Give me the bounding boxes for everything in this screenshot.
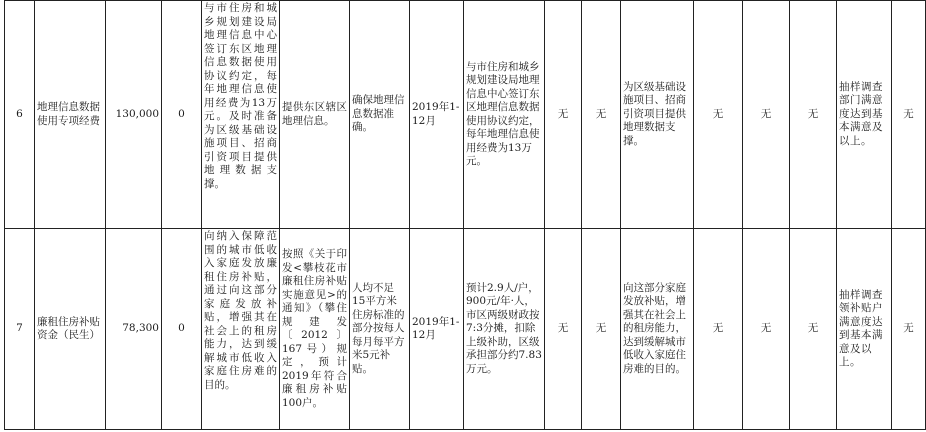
ecology-benefit-cell: 无 <box>743 1 790 229</box>
amount-cell: 130,000 <box>106 1 162 229</box>
time-cell: 2019年1-12月 <box>410 229 464 430</box>
quantity-cell: 人均不足15平方米住房标准的部分按每人每月每平方米5元补贴。 <box>350 229 410 430</box>
economic-benefit-cell: 无 <box>545 229 582 430</box>
satisfaction-cell: 抽样调查部门满意度达到基本满意及以上。 <box>837 1 892 229</box>
environment-benefit-cell: 无 <box>694 229 743 430</box>
cost-cell: 预计2.9人/户，900元/年·人，市区两级财政按7:3分摊，扣除上级补助，区级承担部分约7.83万元。 <box>464 229 545 430</box>
sustainability-cell: 无 <box>790 229 837 430</box>
impact-cell: 向这部分家庭发放补贴，增强其在社会上的租房能力，达到缓解城市低收入家庭住房难的目的。 <box>621 229 694 430</box>
amount-cell: 78,300 <box>106 229 162 430</box>
performance-goals-table <box>4 0 926 430</box>
remark-cell: 无 <box>892 229 926 430</box>
social-benefit-cell: 无 <box>582 1 621 229</box>
table-row <box>5 1 926 229</box>
project-name: 地理信息数据使用专项经费 <box>35 1 106 229</box>
time-cell: 2019年1-12月 <box>410 1 464 229</box>
social-benefit-cell: 无 <box>582 229 621 430</box>
other-funds-cell: 0 <box>162 1 202 229</box>
project-name: 廉租住房补贴资金（民生） <box>35 229 106 430</box>
content-cell: 提供东区辖区地理信息。 <box>280 1 350 229</box>
table-row <box>5 229 926 430</box>
row-index: 7 <box>5 229 35 430</box>
quantity-cell: 确保地理信息数据准确。 <box>350 1 410 229</box>
impact-cell: 为区级基础设施项目、招商引资项目提供地理数据支撑。 <box>621 1 694 229</box>
sustainability-cell: 无 <box>790 1 837 229</box>
other-funds-cell: 0 <box>162 229 202 430</box>
basis-cell: 向纳入保障范围的城市低收入家庭发放廉租住房补贴，通过向这部分家庭发放补贴，增强其在社会上的租房能力，达到缓解城市低收入家庭住房难的目的。 <box>202 229 280 430</box>
basis-cell: 与市住房和城乡规划建设局地理信息中心签订东区地理信息数据使用协议约定，每年地理信息使用经费为13万元。及时准备为区级基础设施项目、招商引资项目提供地理数据支撑。 <box>202 1 280 229</box>
satisfaction-cell: 抽样调查领补贴户满意度达到基本满意及以上。 <box>837 229 892 430</box>
row-index: 6 <box>5 1 35 229</box>
ecology-benefit-cell: 无 <box>743 229 790 430</box>
environment-benefit-cell: 无 <box>694 1 743 229</box>
remark-cell: 无 <box>892 1 926 229</box>
economic-benefit-cell: 无 <box>545 1 582 229</box>
content-cell: 按照《关于印发<攀枝花市廉租住房补贴实施意见>的通知》（攀住规建发〔2012〕167号）规定，预计2019年符合廉租房补贴100户。 <box>280 229 350 430</box>
document-table-wrapper <box>4 0 914 430</box>
cost-cell: 与市住房和城乡规划建设局地理信息中心签订东区地理信息数据使用协议约定，每年地理信息使用经费为13万元。 <box>464 1 545 229</box>
